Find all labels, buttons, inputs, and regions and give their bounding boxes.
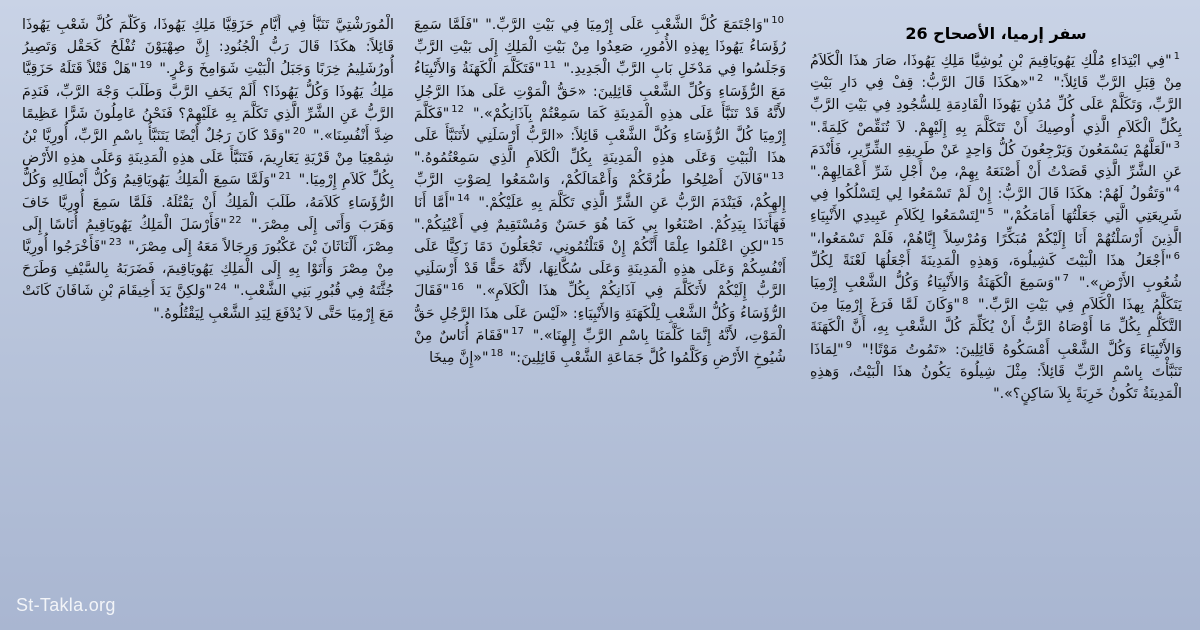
verse-text: "فَتَكَلَّمَ الْكَهَنَةُ وَالأَنْبِيَاءُ مَعَ الرُّؤَسَاءِ وَكُلِّ الشَّعْبِ قَائِلِينَ: «حَقُّ الْمَوْتِ عَلَى هذَا الرَّجُلِ لأَنَّهُ قَدْ تَنَبَّأَ عَلَى هذِهِ الْمَدِينَةِ كَمَا سَمِعْتُمْ بِآذَانِكُمْ»."	[414, 61, 786, 122]
verse-text: "وَتَقُولُ لَهُمْ: هكَذَا قَالَ الرَّبُّ: إِنْ لَمْ تَسْمَعُوا لِي لِتَسْلُكُوا فِي شَرِيعَتِي الَّتِي جَعَلْتُهَا أَمَامَكُمْ،"	[810, 186, 1182, 225]
verse-number: 21	[278, 170, 292, 182]
verse-text: "هَلْ قَتْلاً قَتَلَهُ حَزَقِيَّا مَلِكُ يَهُوذَا وَكُلُّ يَهُوذَا؟ أَلَمْ يَخَفِ الرَّبَّ وَطَلَبَ وَجْهَ الرَّبِّ، فَنَدِمَ الرَّبُّ عَنِ الشَّرِّ الَّذِي تَكَلَّمَ بِهِ عَلَيْهِمْ؟ فَنَحْنُ عَامِلُونَ شَرًّا عَظِيمًا ضِدَّ أَنْفُسِنَا»."	[22, 61, 394, 145]
verse-number: 23	[108, 237, 122, 249]
verse-text: "فَلَمَّا سَمِعَ رُؤَسَاءُ يَهُوذَا بِهذِهِ الأُمُورِ، صَعِدُوا مِنْ بَيْتِ الْمَلِكِ إِلَى بَيْتِ الرَّبِّ وَجَلَسُوا فِي مَدْخَلِ بَابِ الرَّبِّ الْجَدِيدِ."	[414, 17, 786, 78]
verse-text: "فِي ابْتِدَاءِ مُلْكِ يَهُويَاقِيمَ بْنِ يُوشِيَّا مَلِكِ يَهُوذَا، صَارَ هذَا الْكَلاَمُ مِنْ قِبَلِ الرَّبِّ قَائِلاً:"	[810, 53, 1182, 92]
verse-text: "أَمَّا أَنَا فَهَأَنَذَا بِيَدِكُمْ. اصْنَعُوا بِي كَمَا هُوَ حَسَنٌ وَمُسْتَقِيمٌ فِي أَعْيُنِكُمْ."	[414, 194, 786, 233]
verse-text: "وَلكِنَّ يَدَ أَخِيقَامَ بْنِ شَافَانَ كَانَتْ مَعَ إِرْمِيَا حَتَّى لاَ يُدْفَعَ لِيَدِ الشَّعْبِ لِيَقْتُلُوهُ."	[22, 283, 394, 322]
verse-text: "فَكَلَّمَ إِرْمِيَا كُلَّ الرُّؤَسَاءِ وَكُلَّ الشَّعْبِ قَائِلاً: «الرَّبُّ أَرْسَلَنِي لأَتَنَبَّأَ عَلَى هذَا الْبَيْتِ وَعَلَى هذِهِ الْمَدِينَةِ بِكُلِّ الْكَلاَمِ الَّذِي سَمِعْتُمُوهُ."	[414, 105, 786, 167]
verse-text: "وَقَدْ كَانَ رَجُلٌ أَيْضًا يَتَنَبَّأُ بِاسْمِ الرَّبِّ، أُورِيَّا بْنُ شِمْعِيَا مِنْ قَرْيَةِ يَعَارِيمَ، فَتَنَبَّأَ عَلَى هذِهِ الْمَدِينَةِ وَعَلَى هذِهِ الأَرْضِ بِكُلِّ كَلاَمِ إِرْمِيَا."	[22, 128, 394, 189]
verse-text: "فَأَخْرَجُوا أُورِيَّا مِنْ مِصْرَ وَأَتَوْا بِهِ إِلَى الْمَلِكِ يَهُويَاقِيمَ، فَضَرَبَهُ بِالسَّيْفِ وَطَرَحَ جُثَّتَهُ فِي قُبُورِ بَنِي الشَّعْبِ."	[22, 239, 394, 300]
verse-number: 7	[1062, 273, 1069, 285]
verse-number: 2	[1037, 73, 1044, 85]
verse-number: 18	[490, 348, 504, 360]
verse-number: 9	[845, 339, 853, 351]
verse-number: 17	[511, 326, 524, 338]
verse-number: 12	[451, 104, 465, 116]
verse-text: "«هكَذَا قَالَ الرَّبُّ: قِفْ فِي دَارِ بَيْتِ الرَّبِّ، وَتَكَلَّمْ عَلَى كُلِّ مُدُنِ يَهُوذَا الْقَادِمَةِ لِلسُّجُودِ فِي بَيْتِ الرَّبِّ بِكُلِّ الْكَلاَمِ الَّذِي أُوصِيكَ أَنْ تَتَكَلَّمَ بِهِ إِلَيْهِمْ. لاَ تُنَقِّصْ كَلِمَةً."	[810, 75, 1182, 136]
middle-column-verses	[414, 14, 786, 369]
verse-text: "لَعَلَّهُمْ يَسْمَعُونَ وَيَرْجِعُونَ كُلُّ وَاحِدٍ عَنْ طَرِيقِهِ الشِّرِّيرِ، فَأَنْدَمَ عَنِ الشَّرِّ الَّذِي قَصَدْتُ أَنْ أَصْنَعَهُ بِهِمْ، مِنْ أَجْلِ شَرِّ أَعْمَالِهِمْ."	[810, 141, 1182, 181]
left-column-verses	[22, 14, 394, 325]
verse-number: 3	[1173, 140, 1180, 152]
verse-text: "فَقَامَ أُنَاسٌ مِنْ شُيُوخِ الأَرْضِ وَكَلَّمُوا كُلَّ جَمَاعَةِ الشَّعْبِ قَائِلِينَ:"	[414, 327, 786, 367]
verse-text: "فَأَرْسَلَ الْمَلِكُ يَهُويَاقِيمُ أُنَاسًا إِلَى مِصْرَ، أَلْنَاثَانَ بْنَ عَكْبُورَ وَرِجَالاً مَعَهُ إِلَى مِصْرَ،"	[22, 216, 394, 256]
verse-text: "وَسَمِعَ الْكَهَنَةُ وَالأَنْبِيَاءُ وَكُلُّ الشَّعْبِ إِرْمِيَا يَتَكَلَّمُ بِهذَا الْكَلاَمِ فِي بَيْتِ الرَّبِّ."	[810, 275, 1182, 314]
verse-number: 15	[771, 237, 784, 249]
verse-text: "فَقَالَ الرُّؤَسَاءُ وَكُلُّ الشَّعْبِ لِلْكَهَنَةِ وَالأَنْبِيَاءِ: «لَيْسَ عَلَى هذَا الرَّجُلِ حَقُّ الْمَوْتِ، لأَنَّهُ إِنَّمَا كَلَّمَنَا بِاسْمِ الرَّبِّ إِلهِنَا»."	[414, 283, 786, 344]
verse-number: 24	[214, 281, 227, 293]
verse-number: 16	[451, 281, 464, 293]
verse-number: 20	[292, 126, 306, 138]
chapter-title: سفر إرميا، الأصحاح 26	[905, 24, 1087, 43]
verse-number: 5	[987, 206, 994, 218]
verse-text: "لكِنِ اعْلَمُوا عِلْمًا أَنَّكُمْ إِنْ قَتَلْتُمُونِي، تَجْعَلُونَ دَمًا زَكِيًّا عَلَى أَنْفُسِكُمْ وَعَلَى هذِهِ الْمَدِينَةِ وَعَلَى سُكَّانِهَا، لأَنَّهُ حَقًّا قَدْ أَرْسَلَنِي الرَّبُّ إِلَيْكُمْ لأَتَكَلَّمَ فِي آذَانِكُمْ بِكُلِّ هذَا الْكَلاَمِ»."	[414, 239, 786, 300]
verse-text: "وَلَمَّا سَمِعَ الْمَلِكُ يَهُويَاقِيمُ وَكُلُّ أَبْطَالِهِ وَكُلُّ الرُّؤَسَاءِ كَلاَمَهُ، طَلَبَ الْمَلِكُ أَنْ يَقْتُلَهُ. فَلَمَّا سَمِعَ أُورِيَّا خَافَ وَهَرَبَ وَأَتَى إِلَى مِصْرَ."	[22, 172, 394, 233]
site-watermark: St-Takla.org	[16, 595, 116, 615]
right-column-verses	[810, 50, 1182, 405]
right-column	[810, 14, 1182, 614]
verse-text: "أَجْعَلُ هذَا الْبَيْتَ كَشِيلُوهَ، وَهذِهِ الْمَدِينَةَ أَجْعَلُهَا لَعْنَةً لِكُلِّ شُعُوبِ الأَرْضِ»."	[810, 252, 1182, 292]
verse-text: "وَاجْتَمَعَ كُلُّ الشَّعْبِ عَلَى إِرْمِيَا فِي بَيْتِ الرَّبِّ."	[485, 17, 770, 33]
verse-number: 4	[1173, 184, 1180, 196]
verse-text: الْمُورَشْتِيَّ تَنَبَّأَ فِي أَيَّامِ حَزَقِيَّا مَلِكِ يَهُوذَا، وَكَلَّمَ كُلَّ شَعْبِ يَهُوذَا قَائِلاً: هكَذَا قَالَ رَبُّ الْجُنُودِ: إِنَّ صِهْيَوْنَ تُفْلَحُ كَحَقْل وَتَصِيرُ أُورُشَلِيمُ خِرَبًا وَجَبَلُ الْبَيْتِ شَوَامِخَ وَعْرٍ."	[22, 17, 394, 78]
left-column	[22, 14, 394, 614]
verse-text: "«إِنَّ مِيخَا	[429, 350, 489, 367]
verse-number: 1	[1173, 51, 1180, 63]
verse-text: "لِمَاذَا تَنَبَّأْتَ بِاسْمِ الرَّبِّ قَائِلاً: مِثْلَ شِيلُوهَ يَكُونُ هذَا الْبَيْتُ، وَهذِهِ الْمَدِينَةُ تَكُونُ خَرِبَةً بِلاَ سَاكِنٍ؟»."	[810, 341, 1182, 403]
verse-number: 8	[962, 295, 969, 307]
middle-column	[414, 14, 786, 614]
verse-number: 10	[771, 15, 785, 27]
verse-text: "وَكَانَ لَمَّا فَرَغَ إِرْمِيَا مِنَ التَّكَلُّمِ بِكُلِّ مَا أَوْصَاهُ الرَّبُّ أَنْ يُكَلِّمَ كُلَّ الشَّعْبِ بِهِ، أَنَّ الْكَهَنَةَ وَالأَنْبِيَاءَ وَكُلَّ الشَّعْبِ أَمْسَكُوهُ قَائِلِينَ: «تَمُوتُ مَوْتًا!"	[810, 297, 1182, 358]
verse-number: 6	[1173, 251, 1180, 263]
verse-number: 19	[139, 59, 153, 71]
verse-number: 14	[457, 192, 470, 204]
verse-text: "فَالآنَ أَصْلِحُوا طُرُقَكُمْ وَأَعْمَالَكُمْ، وَاسْمَعُوا لِصَوْتِ الرَّبِّ إِلهِكُمْ، فَيَنْدَمَ الرَّبُّ عَنِ الشَّرِّ الَّذِي تَكَلَّمَ بِهِ عَلَيْكُمْ."	[414, 172, 786, 211]
verse-number: 11	[543, 59, 556, 71]
verse-number: 13	[771, 170, 784, 182]
verse-text: "لِتَسْمَعُوا لِكَلاَمِ عَبِيدِي الأَنْبِيَاءِ الَّذِينَ أَرْسَلْتُهُمْ أَنَا إِلَيْكُمْ مُبَكِّرًا وَمُرْسِلاً إِيَّاهُمْ، فَلَمْ تَسْمَعُوا،"	[810, 208, 1182, 247]
verse-number: 22	[228, 215, 242, 227]
